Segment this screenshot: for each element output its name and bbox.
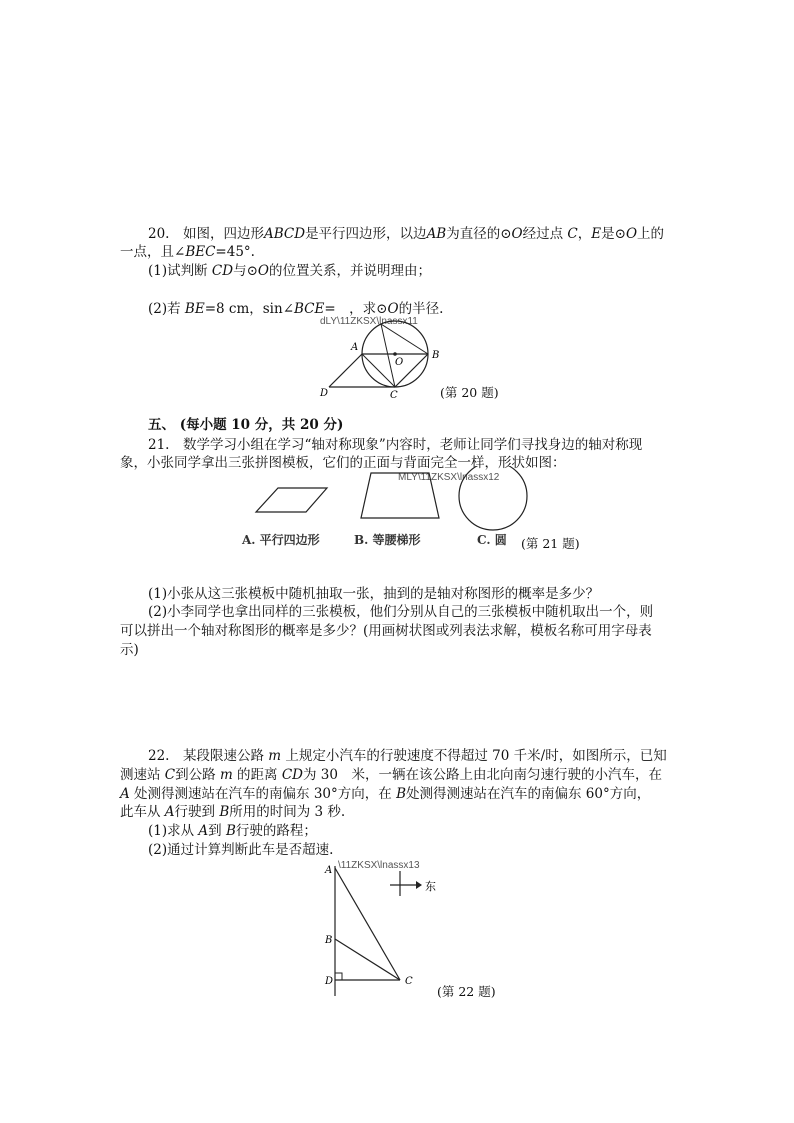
- section5-title: 五、 (每小题 10 分，共 20 分): [148, 417, 344, 433]
- q22-part2: (2)通过计算判断此车是否超速.: [148, 842, 334, 858]
- q22-right-angle-mark: [335, 973, 342, 980]
- q20-label-o: O: [395, 357, 404, 368]
- q21-line2: 象，小张同学拿出三张拼图模板，它们的正面与背面完全一样，形状如图：: [120, 455, 566, 471]
- q21-label-b: B. 等腰梯形: [354, 533, 421, 547]
- q20-caption: (第 20 题): [440, 385, 499, 400]
- q21-caption: (第 21 题): [521, 536, 580, 551]
- q20-label-d: D: [320, 388, 329, 399]
- q22-segment-bc: [335, 939, 400, 980]
- q22-east-label: 东: [425, 880, 436, 893]
- q22-label-c: C: [405, 976, 413, 987]
- q20-line1: 20. 如图，四边形ABCD是平行四边形，以边AB为直径的⊙O经过点 C，E是⊙O上的: [148, 226, 665, 242]
- q22-caption: (第 22 题): [437, 984, 496, 999]
- q21-watermark: MLY\11ZKSX\lnassx12: [398, 472, 500, 483]
- q21-line1: 21. 数学学习小组在学习“轴对称现象”内容时，老师让同学们寻找身边的轴对称现: [148, 437, 643, 453]
- q22-label-a: A: [325, 865, 333, 876]
- q22-label-d: D: [325, 976, 334, 987]
- q20-line2: 一点，且∠BEC=45°.: [120, 244, 255, 260]
- q20-edge-ad: [329, 354, 362, 387]
- q20-label-b: B: [432, 350, 440, 361]
- q22-line1: 22. 某段限速公路 m 上规定小汽车的行驶速度不得超过 70 千米/时，如图所示，已知: [148, 748, 667, 764]
- q20-part1: (1)试判断 CD与⊙O的位置关系，并说明理由；: [148, 263, 431, 279]
- q22-line2: 测速站 C到公路 m 的距离 CD为 30 米，一辆在该公路上由北向南匀速行驶的小汽车，在: [120, 767, 662, 783]
- q20-center-dot: [393, 352, 397, 356]
- q22-label-b: B: [325, 935, 333, 946]
- q20-label-a: A: [351, 342, 359, 353]
- q21-part1: (1)小张从这三张模板中随机抽取一张，抽到的是轴对称图形的概率是多少？: [148, 586, 600, 602]
- q21-part2-line2: 可以拼出一个轴对称图形的概率是多少？(用画树状图或列表法求解，模板名称可用字母表: [120, 623, 652, 639]
- q21-part2-line3: 示): [120, 642, 139, 658]
- q20-segment-be: [381, 324, 428, 354]
- q21-shape-parallelogram: [256, 488, 327, 512]
- q22-watermark: \11ZKSX\lnassx13: [338, 860, 420, 871]
- q20-label-c: C: [390, 390, 398, 400]
- q20-figure: [310, 312, 460, 400]
- q22-line4: 此车从 A行驶到 B所用的时间为 3 秒.: [120, 804, 346, 820]
- q21-part2-line1: (2)小李同学也拿出同样的三张模板，他们分别从自己的三张模板中随机取出一个，则: [148, 604, 654, 620]
- q22-figure: [320, 856, 450, 998]
- q20-segment-ec: [381, 324, 395, 387]
- q21-label-c: C. 圆: [477, 533, 507, 547]
- q22-compass-arrow-icon: [416, 881, 422, 889]
- q20-part2: (2)若 BE=8 cm，sin∠BCE= ，求⊙O的半径.: [148, 301, 444, 317]
- q20-watermark: dLY\11ZKSX\lnassx11: [320, 316, 418, 327]
- q22-line3: A 处测得测速站在汽车的南偏东 30°方向，在 B处测得测速站在汽车的南偏东 60°方向，: [120, 786, 651, 802]
- q21-label-a: A. 平行四边形: [242, 533, 320, 547]
- q22-part1: (1)求从 A到 B行驶的路程；: [148, 823, 317, 839]
